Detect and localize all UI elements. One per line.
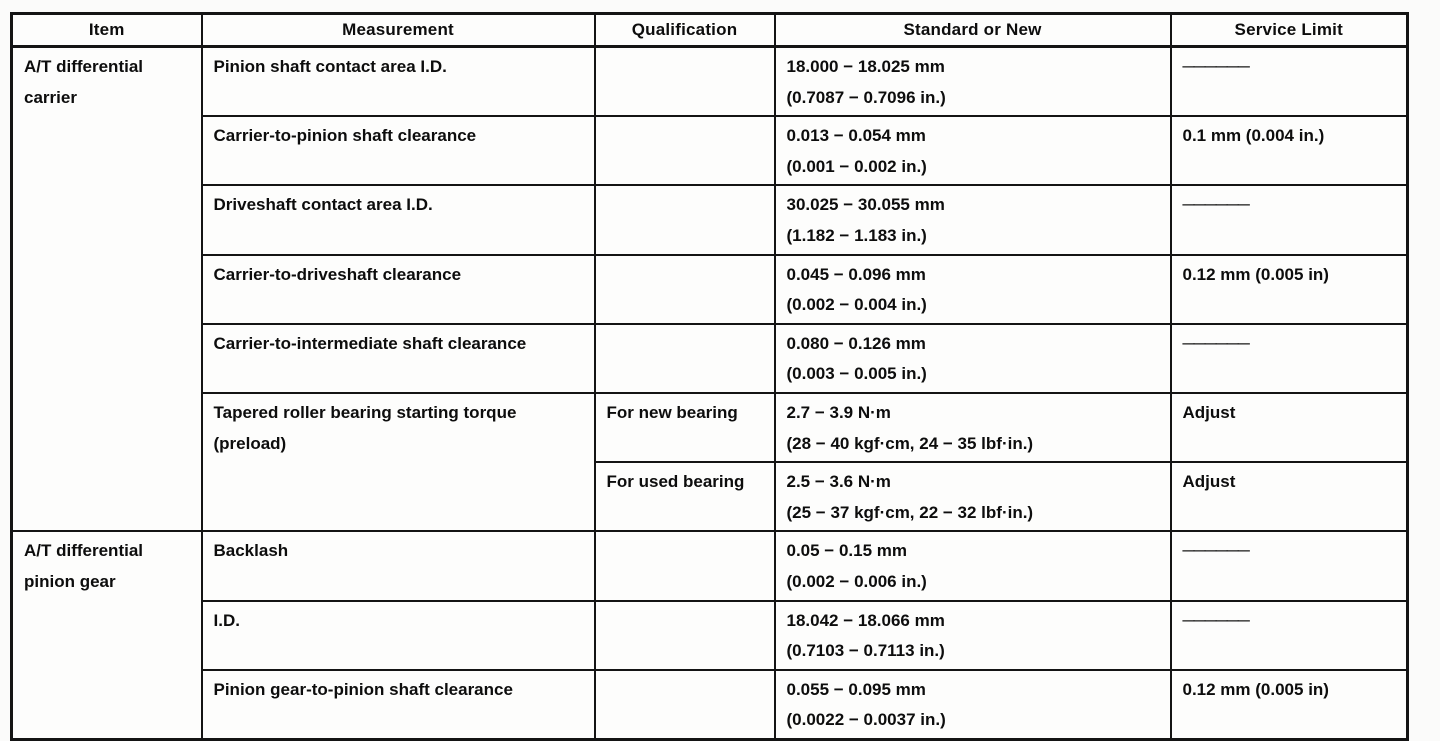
standard-or-new-cell <box>775 601 1171 670</box>
table-row <box>12 393 1408 462</box>
measurement-cell: Tapered roller bearing starting torque (preload) <box>202 393 595 531</box>
standard-or-new-cell <box>775 393 1171 462</box>
spec-table-body <box>12 47 1408 740</box>
qualification-cell <box>595 324 775 393</box>
measurement-cell: Pinion shaft contact area I.D. <box>202 47 595 117</box>
qualification-cell <box>595 185 775 254</box>
service-limit-cell-no-limit-dash: ────── <box>1171 601 1408 670</box>
header-cell-measurement: Measurement <box>202 14 595 47</box>
standard-value-line: 30.025 − 30.055 mm <box>786 195 945 215</box>
header-row <box>12 14 1408 47</box>
standard-value-line: 0.013 − 0.054 mm <box>786 126 926 146</box>
standard-value-line: (0.002 − 0.004 in.) <box>786 295 927 315</box>
header-cell-qualification: Qualification <box>595 14 775 47</box>
standard-value-line: (0.003 − 0.005 in.) <box>786 364 927 384</box>
qualification-cell: For new bearing <box>595 393 775 462</box>
standard-value-line: 18.000 − 18.025 mm <box>786 57 945 76</box>
standard-or-new-cell <box>775 116 1171 185</box>
service-limit-cell: Adjust <box>1171 462 1408 531</box>
service-limit-cell-no-limit-dash: ────── <box>1171 47 1408 117</box>
table-row <box>12 670 1408 740</box>
measurement-cell: Carrier-to-driveshaft clearance <box>202 255 595 324</box>
standard-or-new-cell <box>775 531 1171 600</box>
qualification-cell <box>595 531 775 600</box>
standard-value-line: 2.5 − 3.6 N·m <box>786 472 891 492</box>
qualification-cell <box>595 601 775 670</box>
standard-value-line: 0.045 − 0.096 mm <box>786 264 926 284</box>
standard-value-line: 0.055 − 0.095 mm <box>786 679 926 699</box>
standard-value-line: (0.0022 − 0.0037 in.) <box>786 710 946 730</box>
qualification-cell <box>595 47 775 117</box>
standard-value-line: 0.080 − 0.126 mm <box>786 333 926 353</box>
header-cell-item: Item <box>12 14 202 47</box>
standard-value-line: 2.7 − 3.9 N·m <box>786 402 891 422</box>
table-row <box>12 47 1408 117</box>
standard-or-new-cell <box>775 185 1171 254</box>
standard-value-line: (0.7087 − 0.7096 in.) <box>786 87 946 107</box>
table-row <box>12 324 1408 393</box>
measurement-cell: Backlash <box>202 531 595 600</box>
service-limit-cell: 0.12 mm (0.005 in) <box>1171 670 1408 740</box>
item-cell: A/T differential pinion gear <box>12 531 202 739</box>
spec-table <box>10 12 1409 741</box>
qualification-cell <box>595 670 775 740</box>
service-limit-cell-no-limit-dash: ────── <box>1171 185 1408 254</box>
standard-or-new-cell <box>775 324 1171 393</box>
measurement-cell: Carrier-to-pinion shaft clearance <box>202 116 595 185</box>
table-row <box>12 601 1408 670</box>
service-limit-cell-no-limit-dash: ────── <box>1171 324 1408 393</box>
service-limit-cell-no-limit-dash: ────── <box>1171 531 1408 600</box>
standard-value-line: (28 − 40 kgf·cm, 24 − 35 lbf·in.) <box>786 433 1034 453</box>
header-cell-standard-or-new: Standard or New <box>775 14 1171 47</box>
standard-value-line: (1.182 − 1.183 in.) <box>786 225 927 245</box>
service-limit-cell: 0.1 mm (0.004 in.) <box>1171 116 1408 185</box>
standard-value-line: (0.7103 − 0.7113 in.) <box>786 641 945 661</box>
qualification-cell <box>595 255 775 324</box>
standard-value-line: 0.05 − 0.15 mm <box>786 541 908 561</box>
item-cell: A/T differential carrier <box>12 47 202 532</box>
qualification-cell: For used bearing <box>595 462 775 531</box>
service-limit-cell: Adjust <box>1171 393 1408 462</box>
standard-value-line: (0.001 − 0.002 in.) <box>786 156 927 176</box>
standard-or-new-cell <box>775 255 1171 324</box>
measurement-cell: Driveshaft contact area I.D. <box>202 185 595 254</box>
measurement-cell: Carrier-to-intermediate shaft clearance <box>202 324 595 393</box>
measurement-cell: I.D. <box>202 601 595 670</box>
table-row <box>12 185 1408 254</box>
standard-or-new-cell <box>775 47 1171 117</box>
measurement-cell: Pinion gear-to-pinion shaft clearance <box>202 670 595 740</box>
standard-value-line: 18.042 − 18.066 mm <box>786 610 945 630</box>
qualification-cell <box>595 116 775 185</box>
standard-value-line: (25 − 37 kgf·cm, 22 − 32 lbf·in.) <box>786 502 1034 522</box>
header-cell-service-limit: Service Limit <box>1171 14 1408 47</box>
service-limit-cell: 0.12 mm (0.005 in) <box>1171 255 1408 324</box>
table-row <box>12 255 1408 324</box>
table-row <box>12 116 1408 185</box>
standard-value-line: (0.002 − 0.006 in.) <box>786 571 927 591</box>
table-row <box>12 531 1408 600</box>
standard-or-new-cell <box>775 670 1171 740</box>
standard-or-new-cell <box>775 462 1171 531</box>
